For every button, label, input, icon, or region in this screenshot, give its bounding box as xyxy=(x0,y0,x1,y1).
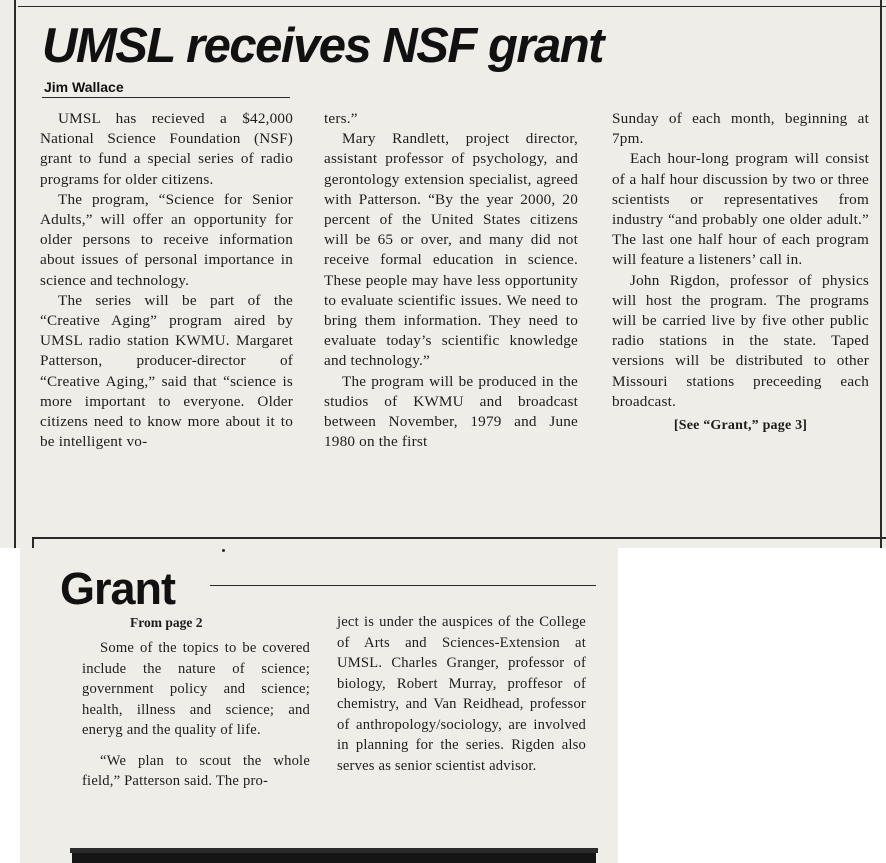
paragraph: Mary Randlett, project director, assistant professor of psychology, and gerontology extension specialist, agreed with Patterson. “By the year 2000, 20 percent of the United States citizens will be 65 or over, and many did not receive formal education in science. These people may have less opportunity to evaluate scientific issues. We need to bring them information. They need to evaluate today’s scientific knowledge and technology.” xyxy=(324,130,578,370)
bottom-box-left xyxy=(32,537,34,548)
paragraph: Some of the topics to be covered include the nature of science; government policy and science; health, illness and science; and eneryg and the quality of life. xyxy=(82,640,310,738)
paragraph: The program will be produced in the studios of KWMU and broadcast between November, 1979 and June 1980 on the first xyxy=(324,372,578,451)
top-rule xyxy=(18,6,886,7)
ink-dot xyxy=(222,549,225,552)
byline-rule xyxy=(42,97,290,98)
paragraph: Each hour-long program will consist of a half hour discussion by two or three scientists or representatives from industry “and probably one older adult.” The last one half hour of each program will feature a listeners’ call in. xyxy=(612,150,869,269)
paragraph: ters.” xyxy=(324,110,358,127)
paragraph: The series will be part of the “Creative Aging” program aired by UMSL radio station KWMU. Margaret Patterson, producer-director of “Creative Aging,” said that “science is more important to everyone. Older citizens need to know more about it to be intelligent vo- xyxy=(40,291,293,451)
paragraph: John Rigdon, professor of physics will host the program. The programs will be carried live by five other public radio stations in the state. Taped versions will be distributed to other Missouri stations preceeding each broadcast. xyxy=(612,271,869,410)
bottom-banner-fill xyxy=(72,853,596,863)
paragraph: The program, “Science for Senior Adults,” will offer an opportunity for older persons to receive information about issues of personal importance in science and technology. xyxy=(40,190,293,289)
paragraph: ject is under the auspices of the College of Arts and Sciences-Extension at UMSL. Charles Granger, professor of biology, Robert Murray, proffesor of chemistry, and Van Reidhead, professor of anthropology/sociology, are involved in planning for the series. Rigden also serves as senior scientist advisor. xyxy=(337,614,586,774)
headline-rule xyxy=(210,585,596,586)
byline: Jim Wallace xyxy=(44,79,124,95)
right-border xyxy=(880,0,882,548)
continued-reference: [See “Grant,” page 3] xyxy=(673,418,808,434)
headline: UMSL receives NSF grant xyxy=(42,19,603,73)
from-page-label: From page 2 xyxy=(130,615,203,630)
paragraph: UMSL has recieved a $42,000 National Science Foundation (NSF) grant to fund a special series of radio programs for older citizens. xyxy=(40,110,293,188)
continuation-column-1 xyxy=(82,638,310,792)
continuation-clipping xyxy=(20,548,618,863)
paragraph: “We plan to scout the whole field,” Patterson said. The pro- xyxy=(82,752,310,789)
article-column-2 xyxy=(324,109,578,452)
left-border xyxy=(14,0,16,548)
continuation-column-2 xyxy=(337,612,586,776)
bottom-box-top xyxy=(32,537,886,539)
continuation-headline: Grant xyxy=(60,563,176,614)
article-column-1 xyxy=(40,109,293,452)
article-column-3 xyxy=(612,109,869,436)
paragraph: Sunday of each month, beginning at 7pm. xyxy=(612,110,869,148)
